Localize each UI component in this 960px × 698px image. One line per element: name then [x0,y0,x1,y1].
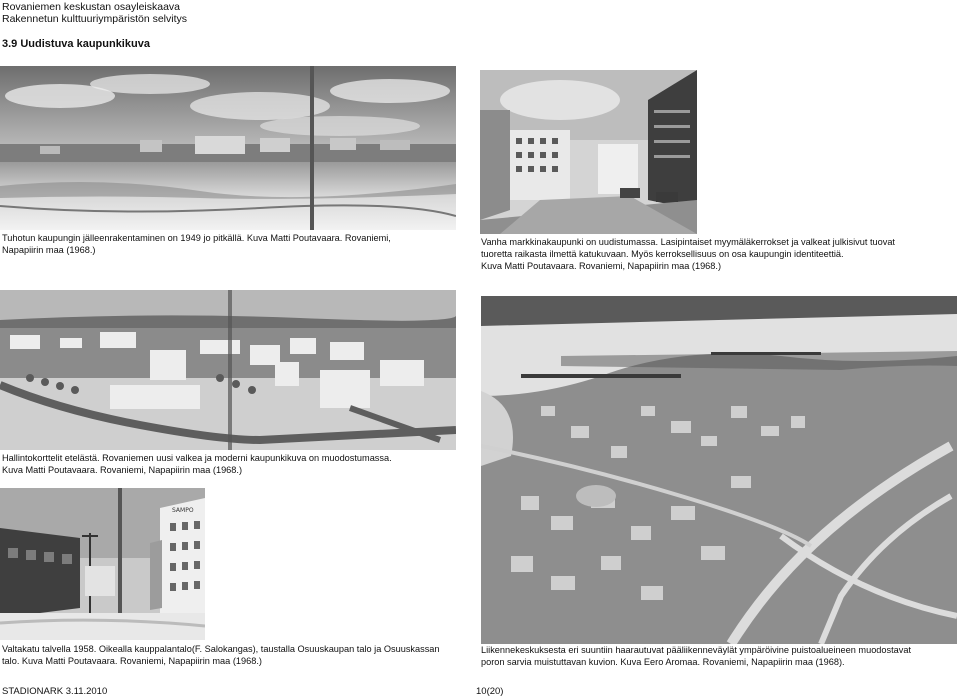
footer-page-number: 10(20) [476,686,504,697]
photo-valtakatu-winter [0,488,205,640]
sampo-sign: SAMPO [172,507,194,514]
photo-market-street [480,70,697,234]
caption-photo-2-line-3: Kuva Matti Poutavaara. Rovaniemi, Napapiirin maa (1968.) [481,261,722,271]
footer-author-date: STADIONARK 3.11.2010 [2,686,108,697]
photo-administrative-blocks [0,290,456,450]
document-subtitle: Rakennetun kulttuuriympäristön selvitys [2,13,188,25]
caption-photo-5-line-2: poron sarvia muistuttavan kuvion. Kuva Eero Aromaa. Rovaniemi, Napapiirin maa (1968). [481,657,845,667]
caption-photo-5-line-1: Liikennekeskuksesta eri suuntiin haarautuvat pääliikenneväylät ympäröivine puistoalueineen muodostavat [481,645,912,655]
caption-photo-4-line-1: Valtakatu talvella 1958. Oikealla kauppalantalo(F. Salokangas), taustalla Osuuskaupan talo ja Osuuskassan [2,644,440,654]
caption-photo-3-line-2: Kuva Matti Poutavaara. Rovaniemi, Napapiirin maa (1968.) [2,465,243,475]
document-title: Rovaniemen keskustan osayleiskaava [2,1,181,13]
caption-photo-2-line-1: Vanha markkinakaupunki on uudistumassa. Lasipintaiset myymäläkerrokset ja valkeat julkisivut tuovat [481,237,895,247]
section-heading: 3.9 Uudistuva kaupunkikuva [2,38,150,50]
photo-aerial-city [481,296,957,644]
caption-photo-4-line-2: talo. Kuva Matti Poutavaara. Rovaniemi, Napapiirin maa (1968.) [2,656,262,666]
photo-waterfront-1949 [0,66,456,230]
caption-photo-3-line-1: Hallintokorttelit etelästä. Rovaniemen uusi valkea ja moderni kaupunkikuva on muodostumassa. [2,453,392,463]
caption-photo-1: Tuhotun kaupungin jälleenrakentaminen on 1949 jo pitkällä. Kuva Matti Poutavaara. Rovaniemi, Napapiirin maa (1968.) [2,233,391,256]
caption-photo-2-line-2: tuoretta raikasta ilmettä katukuvaan. Myös kerroksellisuus on osa kaupungin identiteettiä. [481,249,844,259]
